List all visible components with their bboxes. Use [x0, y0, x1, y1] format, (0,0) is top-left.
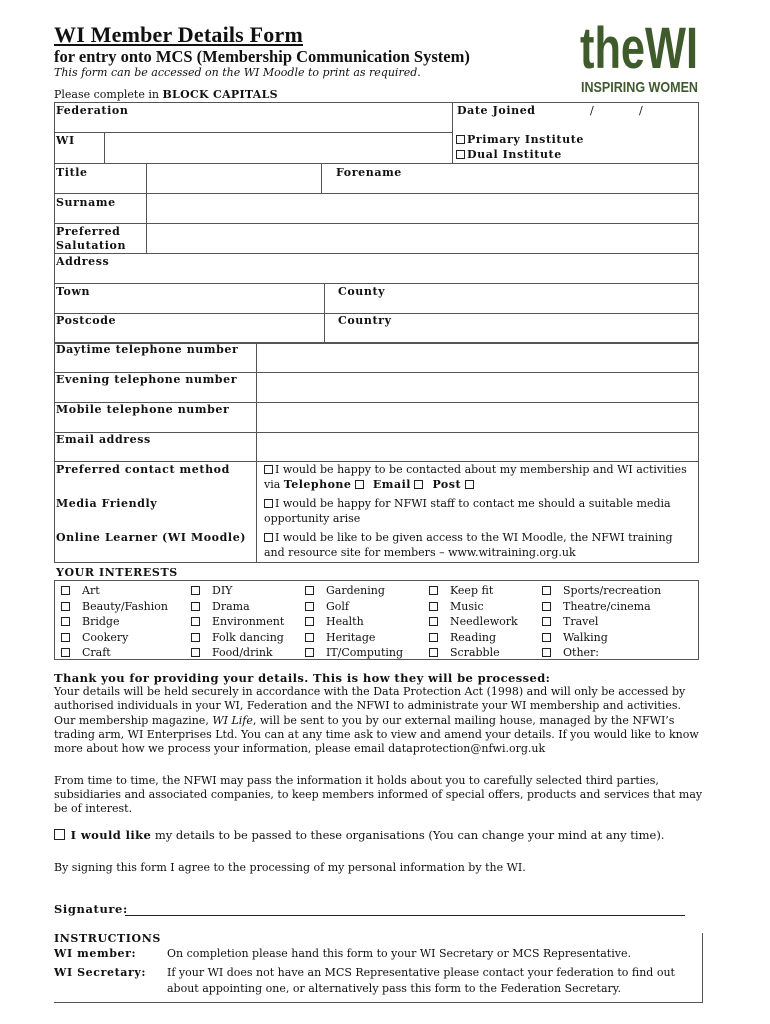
interest-item[interactable]: Art	[61, 583, 168, 599]
interest-item[interactable]: Bridge	[61, 614, 168, 630]
third-party-paragraph: From time to time, the NFWI may pass the information it holds about you to carefully selected third parties, subsidiaries and associated companies, to keep members informed of special offers, products and services that may be of interest.	[54, 774, 703, 816]
interest-column	[191, 583, 284, 661]
interest-item[interactable]: Music	[429, 599, 518, 615]
signature-label: Signature:	[54, 902, 128, 916]
wi-logo	[580, 8, 700, 96]
date-joined-label: Date Joined	[457, 104, 536, 117]
checkbox-icon[interactable]	[264, 465, 273, 474]
moodle-consent-line2: and resource site for members – www.witraining.org.uk	[264, 546, 576, 559]
checkbox-icon[interactable]	[264, 533, 273, 542]
privacy-section	[54, 671, 704, 756]
checkbox-icon[interactable]	[456, 150, 465, 159]
town-label: Town	[56, 285, 91, 298]
instruction-caps: Please complete in BLOCK CAPITALS	[54, 88, 278, 101]
privacy-heading: Thank you for providing your details. This is how they will be processed:	[54, 671, 551, 685]
country-label: Country	[338, 314, 392, 327]
interest-item[interactable]: Reading	[429, 630, 518, 646]
interests-grid	[54, 580, 699, 660]
address-label: Address	[56, 255, 110, 268]
interest-item[interactable]: Other:	[542, 645, 661, 661]
media-consent-line2: opportunity arise	[264, 512, 361, 525]
checkbox-icon[interactable]	[54, 829, 65, 840]
wi-secretary-text: If your WI does not have an MCS Representative please contact your federation to find out	[167, 966, 675, 979]
daytime-phone-label: Daytime telephone number	[56, 343, 239, 356]
federation-label: Federation	[56, 104, 129, 117]
surname-input[interactable]	[146, 194, 699, 224]
signing-statement: By signing this form I agree to the processing of my personal information by the WI.	[54, 861, 526, 874]
interest-column	[61, 583, 168, 661]
interest-item[interactable]: Travel	[542, 614, 661, 630]
evening-phone-label: Evening telephone number	[56, 373, 238, 386]
interest-item[interactable]: Drama	[191, 599, 284, 615]
salutation-label: Preferred Salutation	[56, 225, 127, 252]
interest-item[interactable]: Sports/recreation	[542, 583, 661, 599]
media-friendly-label: Media Friendly	[56, 497, 158, 510]
contact-consent-option[interactable]: I would be happy to be contacted about my membership and WI activities	[264, 463, 687, 476]
county-label: County	[338, 285, 386, 298]
dual-institute-option[interactable]: Dual Institute	[456, 148, 562, 161]
forename-label: Forename	[336, 166, 402, 179]
interest-item[interactable]: Needlework	[429, 614, 518, 630]
interest-item[interactable]: Food/drink	[191, 645, 284, 661]
interest-item[interactable]: Walking	[542, 630, 661, 646]
interest-item[interactable]: Folk dancing	[191, 630, 284, 646]
interest-item[interactable]: Craft	[61, 645, 168, 661]
interest-item[interactable]: Heritage	[305, 630, 403, 646]
interest-column	[542, 583, 661, 661]
date-separator: /	[639, 104, 643, 117]
interest-item[interactable]: Theatre/cinema	[542, 599, 661, 615]
contact-via-row: via Telephone Email Post	[264, 478, 476, 491]
postcode-label: Postcode	[56, 314, 117, 327]
logo-tagline: INSPIRING WOMEN	[581, 79, 698, 96]
surname-label: Surname	[56, 196, 116, 209]
checkbox-icon[interactable]	[264, 499, 273, 508]
interest-item[interactable]: Beauty/Fashion	[61, 599, 168, 615]
primary-institute-option[interactable]: Primary Institute	[456, 133, 584, 146]
online-learner-label: Online Learner (WI Moodle)	[56, 531, 247, 544]
wi-secretary-text-2: about appointing one, or alternatively pass this form to the Federation Secretary.	[167, 982, 622, 995]
title-label: Title	[56, 166, 88, 179]
interest-item[interactable]: Golf	[305, 599, 403, 615]
interest-item[interactable]: Keep fit	[429, 583, 518, 599]
date-separator: /	[590, 104, 594, 117]
interest-item[interactable]: IT/Computing	[305, 645, 403, 661]
salutation-input[interactable]	[146, 224, 699, 254]
instructions-heading: INSTRUCTIONS	[54, 932, 161, 945]
interest-item[interactable]: Scrabble	[429, 645, 518, 661]
mobile-phone-label: Mobile telephone number	[56, 403, 230, 416]
signature-line[interactable]	[125, 915, 685, 916]
checkbox-icon[interactable]	[456, 135, 465, 144]
telephone-checkbox[interactable]	[355, 480, 364, 489]
interest-item[interactable]: DIY	[191, 583, 284, 599]
title-input[interactable]	[146, 164, 322, 194]
interest-item[interactable]: Cookery	[61, 630, 168, 646]
interest-item[interactable]: Gardening	[305, 583, 403, 599]
interest-column	[429, 583, 518, 661]
page-title: WI Member Details Form	[54, 22, 303, 47]
privacy-paragraph: Your details will be held securely in accordance with the Data Protection Act (1998) and will only be accessed by authorised individuals in your WI, Federation and the NFWI to administrate your WI membership and activities. Our membership magazine, WI Life, will be sent to you by our external mailing house, managed by the NFWI’s trading arm, WI Enterprises Ltd. You can at any time ask to view and amend your details. If you would like to know more about how we process your information, please email dataprotection@nfwi.org.uk	[54, 685, 699, 756]
email-label: Email address	[56, 433, 151, 446]
wi-secretary-label: WI Secretary:	[54, 966, 147, 979]
page-subtitle: for entry onto MCS (Membership Communication System)	[54, 47, 470, 66]
interest-item[interactable]: Environment	[191, 614, 284, 630]
access-note: This form can be accessed on the WI Moodle to print as required.	[54, 66, 421, 79]
interest-column	[305, 583, 403, 661]
third-party-consent-option[interactable]: I would like my details to be passed to these organisations (You can change your mind at any time).	[54, 828, 664, 842]
post-checkbox[interactable]	[465, 480, 474, 489]
wi-member-label: WI member:	[54, 947, 137, 960]
contact-method-label: Preferred contact method	[56, 463, 230, 476]
wi-label: WI	[56, 134, 75, 147]
media-consent-option[interactable]: I would be happy for NFWI staff to contact me should a suitable media	[264, 497, 671, 510]
interest-item[interactable]: Health	[305, 614, 403, 630]
wi-member-text: On completion please hand this form to your WI Secretary or MCS Representative.	[167, 947, 631, 960]
email-checkbox[interactable]	[414, 480, 423, 489]
interests-heading: YOUR INTERESTS	[56, 566, 178, 579]
address-input[interactable]	[54, 254, 699, 284]
wi-input[interactable]	[104, 132, 453, 164]
moodle-consent-option[interactable]: I would be like to be given access to the WI Moodle, the NFWI training	[264, 531, 673, 544]
logo-wordmark: theWI	[580, 16, 698, 81]
